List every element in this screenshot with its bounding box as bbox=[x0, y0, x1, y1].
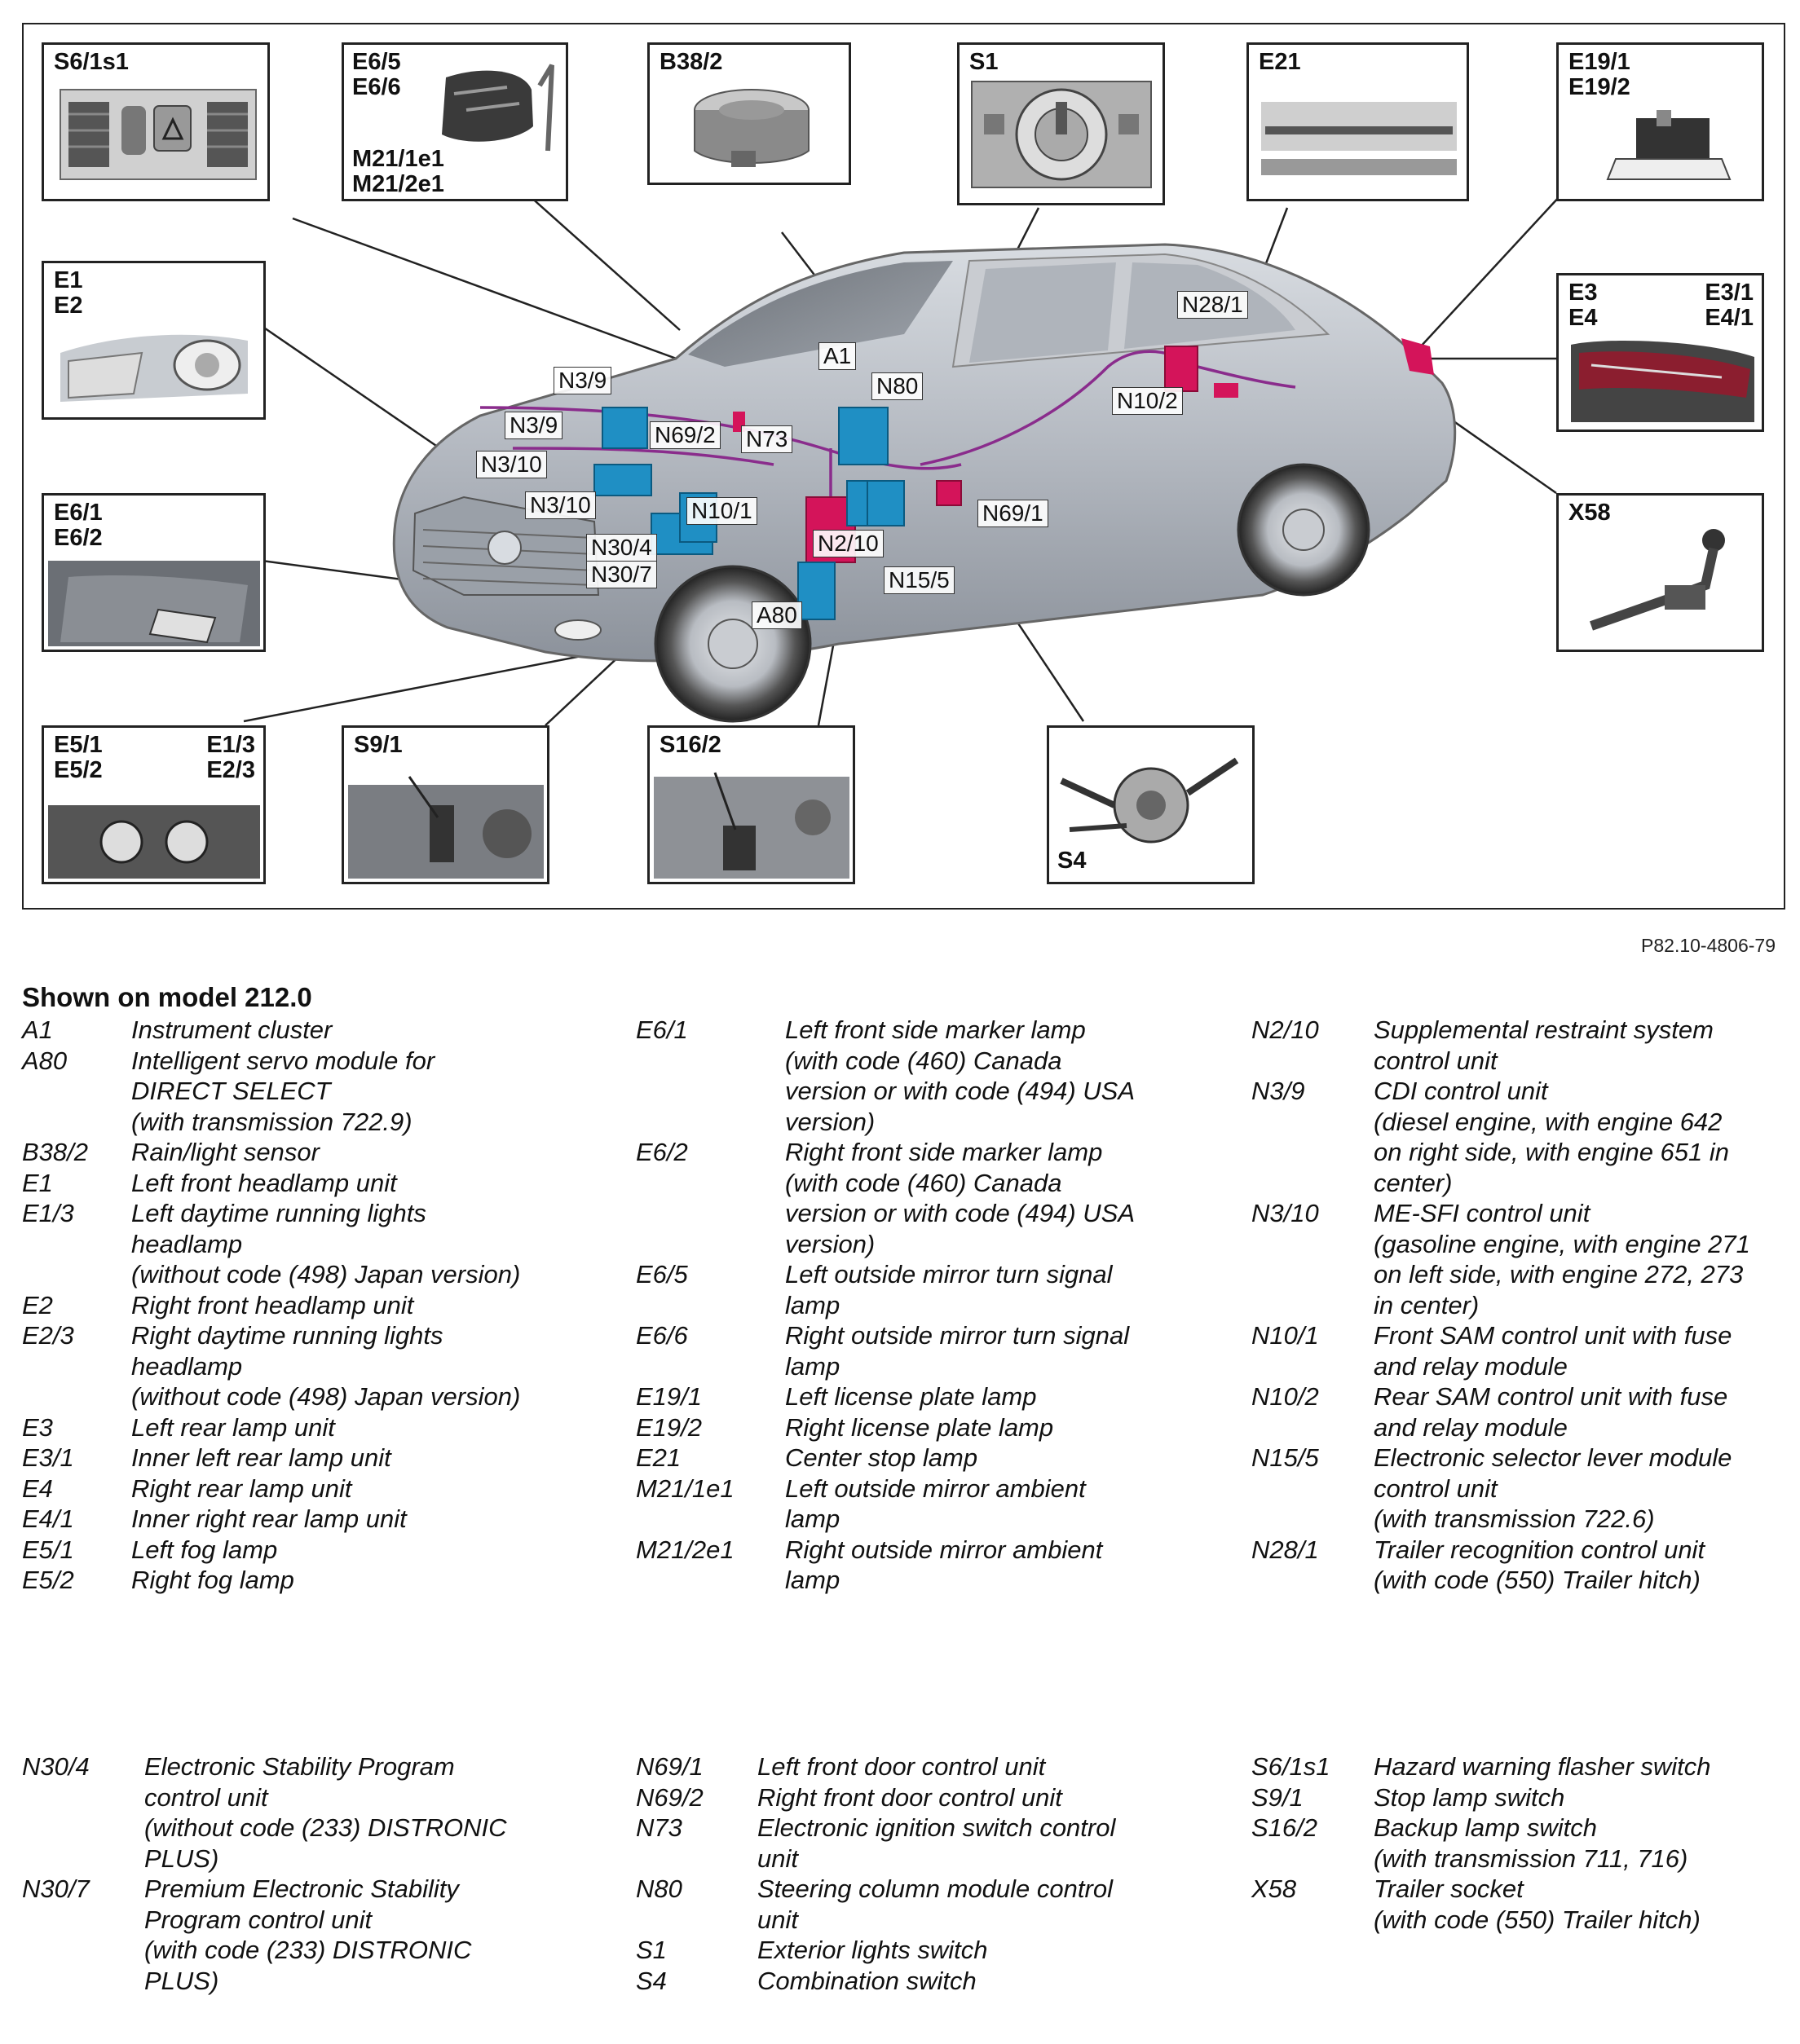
callout-e5 bbox=[42, 725, 266, 884]
legend-code: E2 bbox=[22, 1290, 53, 1319]
legend-description-line: Stop lamp switch bbox=[1374, 1782, 1565, 1812]
legend-code: E6/5 bbox=[636, 1260, 688, 1289]
legend-description-line: lamp bbox=[785, 1504, 840, 1533]
legend-entry bbox=[636, 1474, 1190, 1535]
legend-description-line: Combination switch bbox=[757, 1966, 977, 1995]
legend-description-line: ME-SFI control unit bbox=[1374, 1199, 1590, 1227]
legend-description-line: (with code (460) Canada bbox=[785, 1046, 1062, 1075]
component-label: N30/7 bbox=[586, 561, 657, 588]
component-label: A1 bbox=[818, 342, 856, 370]
legend-description bbox=[131, 1443, 593, 1474]
legend-code: S9/1 bbox=[1251, 1782, 1304, 1812]
legend-code: E4 bbox=[22, 1474, 53, 1503]
legend-code: S6/1s1 bbox=[1251, 1752, 1330, 1781]
car-body bbox=[394, 244, 1454, 721]
legend-description-line: Right fog lamp bbox=[131, 1566, 294, 1594]
legend-description-line: version) bbox=[785, 1229, 876, 1258]
callout-e21 bbox=[1246, 42, 1469, 201]
legend-code: E21 bbox=[636, 1443, 682, 1472]
legend-code: E2/3 bbox=[22, 1321, 74, 1350]
callout-e19 bbox=[1556, 42, 1764, 201]
callout-label: B38/2 bbox=[660, 49, 723, 75]
legend-description bbox=[785, 1381, 1190, 1412]
legend-description-line: Front SAM control unit with fuse bbox=[1374, 1321, 1732, 1350]
legend-description-line: Left rear lamp unit bbox=[131, 1412, 335, 1442]
legend-description-line: (with transmission 722.9) bbox=[131, 1107, 412, 1136]
legend-description-line: Inner right rear lamp unit bbox=[131, 1504, 407, 1533]
legend-code: N10/2 bbox=[1251, 1382, 1319, 1411]
callout-x58 bbox=[1556, 493, 1764, 652]
legend-column-5 bbox=[636, 1751, 1190, 1996]
legend-description bbox=[785, 1015, 1190, 1137]
legend-code: S1 bbox=[636, 1936, 667, 1964]
legend-description-line: control unit bbox=[1374, 1046, 1498, 1075]
legend-description-line: PLUS) bbox=[144, 1844, 219, 1873]
legend-description-line: lamp bbox=[785, 1351, 840, 1381]
callout-label: E3/1 bbox=[1705, 280, 1754, 306]
legend-entry bbox=[1251, 1198, 1789, 1320]
legend-description bbox=[1374, 1782, 1789, 1813]
legend-code: N2/10 bbox=[1251, 1015, 1319, 1044]
legend-description-line: Right outside mirror turn signal bbox=[785, 1321, 1130, 1350]
legend-description-line: unit bbox=[757, 1905, 798, 1934]
legend-entry bbox=[1251, 1535, 1789, 1596]
legend-description-line: Right daytime running lights bbox=[131, 1321, 443, 1350]
component-label: N3/9 bbox=[554, 367, 611, 394]
legend-description-line: Hazard warning flasher switch bbox=[1374, 1752, 1711, 1781]
legend-code: E1/3 bbox=[22, 1199, 74, 1227]
callout-label: E4 bbox=[1568, 305, 1598, 331]
legend-code: N80 bbox=[636, 1874, 682, 1903]
legend-description-line: Exterior lights switch bbox=[757, 1936, 988, 1964]
legend-description bbox=[757, 1751, 1190, 1782]
legend-entry bbox=[1251, 1015, 1789, 1076]
legend-description-line: (with code (550) Trailer hitch) bbox=[1374, 1905, 1701, 1934]
legend-code: E3 bbox=[22, 1412, 53, 1442]
callout-e3 bbox=[1556, 273, 1764, 432]
callout-e6-5 bbox=[342, 42, 568, 201]
legend-entry bbox=[22, 1874, 593, 1996]
legend-code: E5/2 bbox=[22, 1566, 74, 1594]
legend-description bbox=[1374, 1813, 1789, 1874]
legend-description bbox=[785, 1412, 1190, 1443]
legend-description bbox=[1374, 1320, 1789, 1381]
callout-label: E1 bbox=[54, 267, 83, 293]
component-label: N10/1 bbox=[686, 497, 757, 525]
legend-entry bbox=[636, 1535, 1190, 1596]
legend-description bbox=[785, 1259, 1190, 1320]
legend-entry bbox=[636, 1412, 1190, 1443]
legend-description bbox=[1374, 1751, 1789, 1782]
legend-description-line: Steering column module control bbox=[757, 1874, 1113, 1903]
callout-label: E19/1 bbox=[1568, 49, 1630, 75]
legend-column-1 bbox=[22, 1015, 593, 1596]
legend-entry bbox=[1251, 1320, 1789, 1381]
legend-description-line: Left daytime running lights bbox=[131, 1199, 426, 1227]
legend-description-line: Left front headlamp unit bbox=[131, 1168, 397, 1197]
legend-description bbox=[757, 1782, 1190, 1813]
legend-description-line: Trailer recognition control unit bbox=[1374, 1535, 1705, 1564]
callout-label: S16/2 bbox=[660, 732, 721, 758]
component-label: N3/9 bbox=[505, 412, 562, 439]
callout-label: E5/1 bbox=[54, 732, 103, 758]
legend-entry bbox=[636, 1874, 1190, 1935]
component-label: A80 bbox=[752, 601, 802, 629]
legend-code: N10/1 bbox=[1251, 1321, 1319, 1350]
legend-description bbox=[144, 1751, 593, 1874]
legend-entry bbox=[636, 1381, 1190, 1412]
legend-code: E6/6 bbox=[636, 1321, 688, 1350]
legend-entry bbox=[636, 1813, 1190, 1874]
legend-description bbox=[131, 1412, 593, 1443]
legend-description bbox=[144, 1874, 593, 1996]
legend-entry bbox=[636, 1259, 1190, 1320]
legend-code: N30/4 bbox=[22, 1752, 90, 1781]
legend-description-line: (with code (460) Canada bbox=[785, 1168, 1062, 1197]
legend-description-line: version) bbox=[785, 1107, 876, 1136]
callout-label: S9/1 bbox=[354, 732, 403, 758]
callout-label: E2 bbox=[54, 293, 83, 319]
legend-description-line: version or with code (494) USA bbox=[785, 1199, 1136, 1227]
legend-description-line: headlamp bbox=[131, 1351, 243, 1381]
legend-description bbox=[131, 1565, 593, 1596]
callout-b38-2 bbox=[647, 42, 851, 185]
legend-description bbox=[131, 1290, 593, 1321]
callout-s16-2 bbox=[647, 725, 855, 884]
legend-entry bbox=[22, 1443, 593, 1474]
callout-label: X58 bbox=[1568, 500, 1611, 526]
legend-description bbox=[785, 1137, 1190, 1259]
component-label: N30/4 bbox=[586, 534, 657, 562]
legend-description-line: Electronic Stability Program bbox=[144, 1752, 455, 1781]
legend-description bbox=[1374, 1076, 1789, 1198]
callout-s6-1s1 bbox=[42, 42, 270, 201]
legend-entry bbox=[636, 1015, 1190, 1137]
component-label: N3/10 bbox=[476, 451, 547, 478]
legend-code: N73 bbox=[636, 1813, 682, 1842]
legend-entry bbox=[636, 1443, 1190, 1474]
legend-description-line: in center) bbox=[1374, 1290, 1480, 1319]
legend-description bbox=[757, 1813, 1190, 1874]
legend-description bbox=[1374, 1443, 1789, 1535]
legend-description-line: Left front side marker lamp bbox=[785, 1015, 1086, 1044]
callout-e1 bbox=[42, 261, 266, 420]
legend-entry bbox=[636, 1935, 1190, 1966]
legend-code: N28/1 bbox=[1251, 1535, 1319, 1564]
component-label: N69/1 bbox=[977, 500, 1048, 527]
legend-description-line: control unit bbox=[1374, 1474, 1498, 1503]
legend-entry bbox=[1251, 1443, 1789, 1535]
legend-description bbox=[131, 1320, 593, 1412]
component-label: N3/10 bbox=[525, 491, 596, 519]
component-label: N73 bbox=[741, 425, 792, 453]
legend-code: S16/2 bbox=[1251, 1813, 1318, 1842]
legend-column-3 bbox=[1251, 1015, 1789, 1596]
legend-code: M21/2e1 bbox=[636, 1535, 735, 1564]
legend-entry bbox=[636, 1782, 1190, 1813]
legend-column-2 bbox=[636, 1015, 1190, 1596]
legend-description bbox=[785, 1443, 1190, 1474]
legend-description bbox=[785, 1535, 1190, 1596]
legend-entry bbox=[636, 1320, 1190, 1381]
legend-code: B38/2 bbox=[22, 1138, 89, 1166]
legend-description bbox=[757, 1874, 1190, 1935]
component-label: N10/2 bbox=[1112, 387, 1183, 415]
legend-column-4 bbox=[22, 1751, 593, 1996]
legend-description-line: Right license plate lamp bbox=[785, 1412, 1054, 1442]
legend-description-line: Electronic ignition switch control bbox=[757, 1813, 1116, 1842]
legend-description bbox=[131, 1046, 593, 1138]
legend-entry bbox=[22, 1504, 593, 1535]
legend-entry bbox=[22, 1565, 593, 1596]
legend-description-line: headlamp bbox=[131, 1229, 243, 1258]
legend-description bbox=[757, 1935, 1190, 1966]
legend-description bbox=[1374, 1535, 1789, 1596]
legend-description-line: lamp bbox=[785, 1566, 840, 1594]
legend-code: E5/1 bbox=[22, 1535, 74, 1564]
callout-label: E19/2 bbox=[1568, 74, 1630, 100]
callout-label: E1/3 bbox=[206, 732, 255, 758]
callout-label: E21 bbox=[1259, 49, 1301, 75]
legend-entry bbox=[22, 1168, 593, 1199]
callout-s4 bbox=[1047, 725, 1255, 884]
legend-description bbox=[131, 1168, 593, 1199]
legend-entry bbox=[636, 1751, 1190, 1782]
legend-description bbox=[1374, 1015, 1789, 1076]
legend-entry bbox=[1251, 1381, 1789, 1443]
legend-description-line: lamp bbox=[785, 1290, 840, 1319]
legend-description-line: Backup lamp switch bbox=[1374, 1813, 1597, 1842]
legend-entry bbox=[636, 1966, 1190, 1997]
component-label: N2/10 bbox=[813, 530, 884, 557]
legend-description-line: on right side, with engine 651 in bbox=[1374, 1138, 1730, 1166]
legend-description bbox=[131, 1504, 593, 1535]
legend-entry bbox=[22, 1751, 593, 1874]
legend-description-line: (with transmission 722.6) bbox=[1374, 1504, 1655, 1533]
legend-code: S4 bbox=[636, 1966, 667, 1995]
legend-description-line: Premium Electronic Stability bbox=[144, 1874, 459, 1903]
callout-label: M21/1e1 bbox=[352, 146, 444, 172]
legend-entry bbox=[1251, 1782, 1789, 1813]
legend-entry bbox=[1251, 1813, 1789, 1874]
legend-description-line: Right front headlamp unit bbox=[131, 1290, 414, 1319]
legend-description bbox=[131, 1198, 593, 1290]
legend-description-line: (without code (233) DISTRONIC bbox=[144, 1813, 507, 1842]
legend-code: X58 bbox=[1251, 1874, 1297, 1903]
legend-code: N3/10 bbox=[1251, 1199, 1319, 1227]
legend-description-line: (with code (550) Trailer hitch) bbox=[1374, 1566, 1701, 1594]
legend-code: A80 bbox=[22, 1046, 68, 1075]
figure-reference: P82.10-4806-79 bbox=[1641, 935, 1776, 956]
callout-label: E2/3 bbox=[206, 757, 255, 783]
component-label: N69/2 bbox=[650, 421, 721, 449]
callout-label: E4/1 bbox=[1705, 305, 1754, 331]
legend-description-line: Right front door control unit bbox=[757, 1782, 1062, 1812]
legend-code: N69/1 bbox=[636, 1752, 704, 1781]
callout-label: E6/6 bbox=[352, 74, 401, 100]
legend-entry bbox=[22, 1412, 593, 1443]
callout-label: E5/2 bbox=[54, 757, 103, 783]
legend-description-line: CDI control unit bbox=[1374, 1077, 1548, 1105]
legend-description-line: DIRECT SELECT bbox=[131, 1077, 331, 1105]
legend-description-line: Left outside mirror turn signal bbox=[785, 1260, 1113, 1289]
legend-description-line: Right outside mirror ambient bbox=[785, 1535, 1103, 1564]
legend-description-line: Intelligent servo module for bbox=[131, 1046, 435, 1075]
legend-code: E1 bbox=[22, 1168, 53, 1197]
callout-label: E6/5 bbox=[352, 49, 401, 75]
callout-s9-1 bbox=[342, 725, 549, 884]
legend-code: E6/2 bbox=[636, 1138, 688, 1166]
callout-label: E3 bbox=[1568, 280, 1598, 306]
legend-description-line: Left fog lamp bbox=[131, 1535, 278, 1564]
legend-description-line: (gasoline engine, with engine 271 bbox=[1374, 1229, 1750, 1258]
legend-description-line: (diesel engine, with engine 642 bbox=[1374, 1107, 1723, 1136]
legend-description-line: (without code (498) Japan version) bbox=[131, 1382, 521, 1411]
legend-entry bbox=[22, 1198, 593, 1290]
legend-description bbox=[757, 1966, 1190, 1997]
legend-entry bbox=[22, 1474, 593, 1504]
legend-description-line: Right rear lamp unit bbox=[131, 1474, 352, 1503]
legend-description-line: center) bbox=[1374, 1168, 1453, 1197]
legend-description-line: Rear SAM control unit with fuse bbox=[1374, 1382, 1728, 1411]
legend-code: E4/1 bbox=[22, 1504, 74, 1533]
legend-entry bbox=[22, 1535, 593, 1566]
legend-entry bbox=[22, 1290, 593, 1321]
legend-description bbox=[1374, 1874, 1789, 1935]
legend-code: N69/2 bbox=[636, 1782, 704, 1812]
legend-description bbox=[131, 1137, 593, 1168]
legend-description-line: (without code (498) Japan version) bbox=[131, 1260, 521, 1289]
callout-e6-1 bbox=[42, 493, 266, 652]
legend-description-line: Supplemental restraint system bbox=[1374, 1015, 1714, 1044]
legend-description-line: version or with code (494) USA bbox=[785, 1077, 1136, 1105]
callout-label: S1 bbox=[969, 49, 999, 75]
component-label: N28/1 bbox=[1177, 291, 1248, 319]
legend-entry bbox=[22, 1015, 593, 1046]
legend-description bbox=[131, 1535, 593, 1566]
legend-code: A1 bbox=[22, 1015, 53, 1044]
legend-code: N15/5 bbox=[1251, 1443, 1319, 1472]
legend-entry bbox=[22, 1137, 593, 1168]
legend-description-line: (with transmission 711, 716) bbox=[1374, 1844, 1688, 1873]
legend-description-line: on left side, with engine 272, 273 bbox=[1374, 1260, 1744, 1289]
legend-code: M21/1e1 bbox=[636, 1474, 735, 1503]
callout-label: S4 bbox=[1057, 848, 1087, 874]
legend-description bbox=[1374, 1198, 1789, 1320]
legend-description bbox=[131, 1015, 593, 1046]
legend-title: Shown on model 212.0 bbox=[22, 982, 312, 1012]
legend-entry bbox=[1251, 1874, 1789, 1935]
legend-entry bbox=[22, 1046, 593, 1138]
legend-code: E6/1 bbox=[636, 1015, 688, 1044]
legend-description-line: and relay module bbox=[1374, 1412, 1568, 1442]
legend-entry bbox=[1251, 1076, 1789, 1198]
legend-description-line: Left front door control unit bbox=[757, 1752, 1046, 1781]
legend-description bbox=[1374, 1381, 1789, 1443]
legend-code: E19/2 bbox=[636, 1412, 703, 1442]
legend-description-line: unit bbox=[757, 1844, 798, 1873]
legend-description-line: Instrument cluster bbox=[131, 1015, 333, 1044]
component-location-figure bbox=[22, 23, 1785, 910]
vehicle-illustration bbox=[24, 24, 1784, 908]
legend-description-line: Program control unit bbox=[144, 1905, 373, 1934]
callout-label: E6/2 bbox=[54, 525, 103, 551]
legend-entry bbox=[636, 1137, 1190, 1259]
legend-description-line: Left license plate lamp bbox=[785, 1382, 1037, 1411]
legend-description-line: (with code (233) DISTRONIC bbox=[144, 1936, 472, 1964]
callout-label: E6/1 bbox=[54, 500, 103, 526]
legend-description-line: Center stop lamp bbox=[785, 1443, 978, 1472]
legend-description-line: Left outside mirror ambient bbox=[785, 1474, 1086, 1503]
legend-code: E19/1 bbox=[636, 1382, 703, 1411]
callout-label: S6/1s1 bbox=[54, 49, 129, 75]
component-label: N15/5 bbox=[884, 566, 955, 594]
legend-description-line: Trailer socket bbox=[1374, 1874, 1524, 1903]
legend-description-line: Rain/light sensor bbox=[131, 1138, 320, 1166]
legend-code: E3/1 bbox=[22, 1443, 74, 1472]
legend-description bbox=[785, 1474, 1190, 1535]
legend-code: N3/9 bbox=[1251, 1077, 1305, 1105]
legend-code: N30/7 bbox=[22, 1874, 90, 1903]
legend-description-line: PLUS) bbox=[144, 1966, 219, 1995]
legend-description bbox=[131, 1474, 593, 1504]
legend-description-line: and relay module bbox=[1374, 1351, 1568, 1381]
legend-entry bbox=[1251, 1751, 1789, 1782]
component-label: N80 bbox=[871, 372, 923, 400]
legend-description-line: Right front side marker lamp bbox=[785, 1138, 1103, 1166]
callout-label: M21/2e1 bbox=[352, 171, 444, 197]
callout-s1 bbox=[957, 42, 1165, 205]
legend-description-line: control unit bbox=[144, 1782, 268, 1812]
legend-description-line: Inner left rear lamp unit bbox=[131, 1443, 391, 1472]
legend-description-line: Electronic selector lever module bbox=[1374, 1443, 1732, 1472]
legend-column-6 bbox=[1251, 1751, 1789, 1935]
legend-description bbox=[785, 1320, 1190, 1381]
legend-entry bbox=[22, 1320, 593, 1412]
